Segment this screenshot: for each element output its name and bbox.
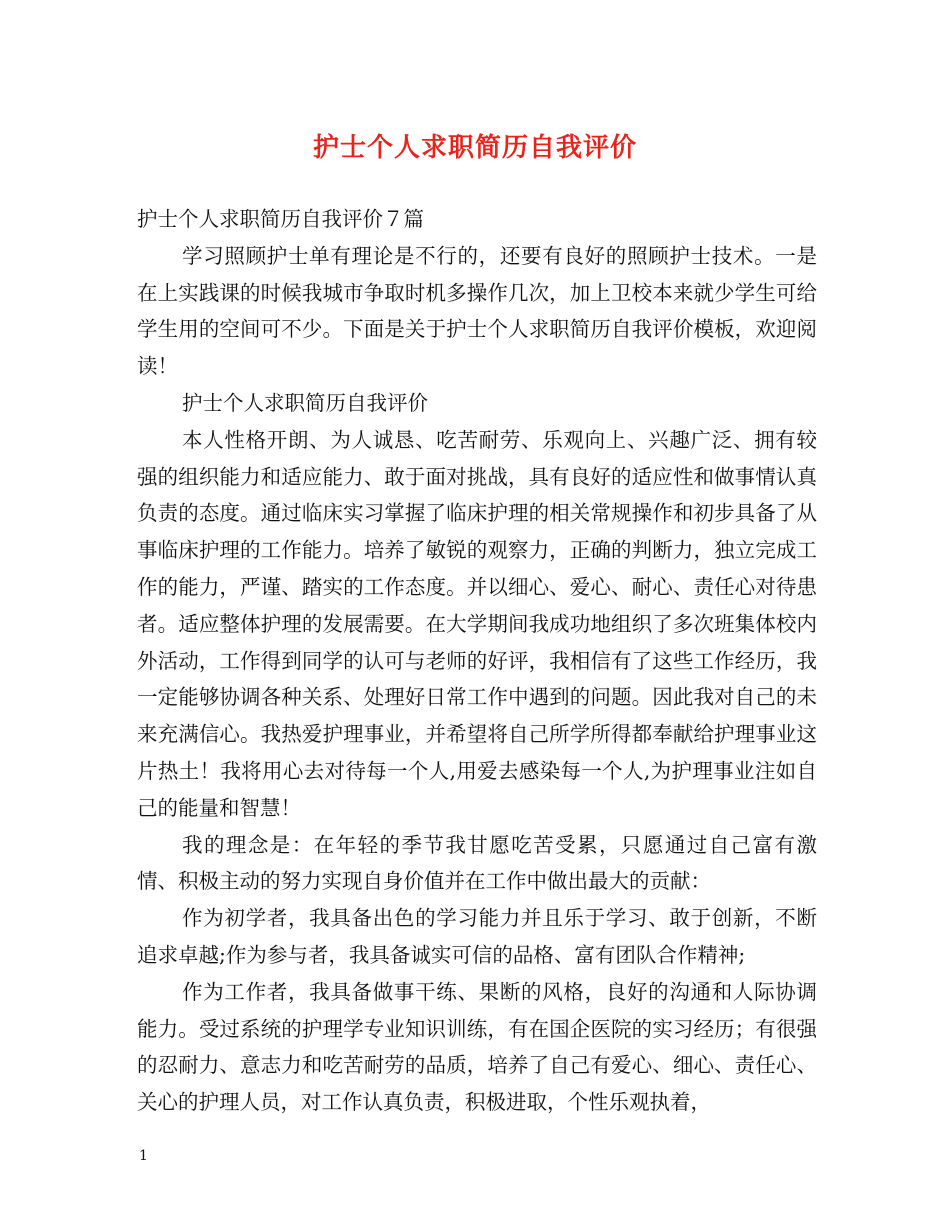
paragraph-self-evaluation: 本人性格开朗、为人诚恳、吃苦耐劳、乐观向上、兴趣广泛、拥有较强的组织能力和适应能力、敢于面对挑战，具有良好的适应性和做事情认真负责的态度。通过临床实习掌握了临床护理的相关常规操作和初步具备了从事临床护理的工作能力。培养了敏锐的观察力，正确的判断力，独立完成工作的能力，严谨、踏实的工作态度。并以细心、爱心、耐心、责任心对待患者。适应整体护理的发展需要。在大学期间我成功地组织了多次班集体校内外活动，工作得到同学的认可与老师的好评，我相信有了这些工作经历，我一定能够协调各种关系、处理好日常工作中遇到的问题。因此我对自己的未来充满信心。我热爱护理事业，并希望将自己所学所得都奉献给护理事业这片热土！我将用心去对待每一个人,用爱去感染每一个人,为护理事业注如自己的能量和智慧！ <box>137 427 817 820</box>
paragraph-section-heading: 护士个人求职简历自我评价 <box>182 390 428 415</box>
paragraph-as-learner: 作为初学者，我具备出色的学习能力并且乐于学习、敢于创新，不断追求卓越;作为参与者，我具备诚实可信的品格、富有团队合作精神; <box>137 906 817 967</box>
document-title: 护士个人求职简历自我评价 <box>312 133 637 163</box>
paragraph-intro: 学习照顾护士单有理论是不行的，还要有良好的照顾护士技术。一是在上实践课的时候我城市争取时机多操作几次，加上卫校本来就少学生可给学生用的空间可不少。下面是关于护士个人求职简历自我评价模板，欢迎阅读！ <box>137 243 817 379</box>
page-number: 1 <box>139 1148 148 1164</box>
document-body <box>137 201 817 1121</box>
paragraph-subtitle: 护士个人求职简历自我评价７篇 <box>137 207 424 231</box>
paragraph-philosophy: 我的理念是：在年轻的季节我甘愿吃苦受累，只愿通过自己富有激情、积极主动的努力实现自身价值并在工作中做出最大的贡献： <box>137 832 817 894</box>
paragraph-as-worker: 作为工作者，我具备做事干练、果断的风格，良好的沟通和人际协调能力。受过系统的护理学专业知识训练，有在国企医院的实习经历；有很强的忍耐力、意志力和吃苦耐劳的品质，培养了自己有爱心、细心、责任心、关心的护理人员，对工作认真负责，积极进取，个性乐观执着， <box>137 979 817 1115</box>
